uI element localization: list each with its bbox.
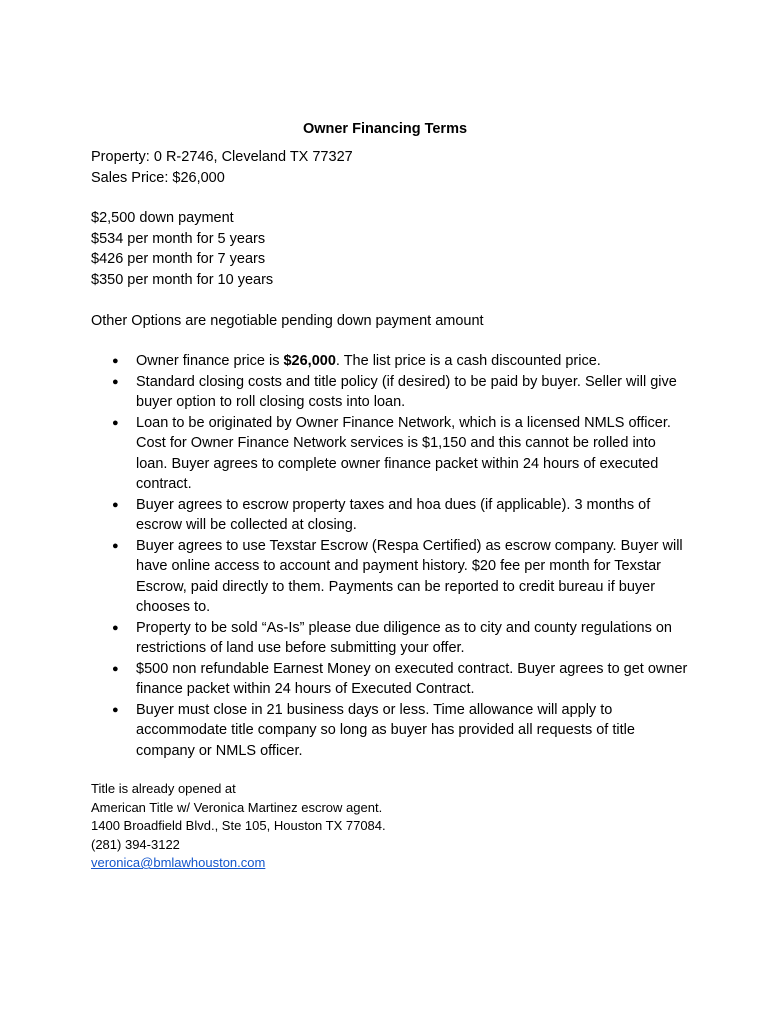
- bullet-text: Buyer must close in 21 business days or less. Time allowance will apply to accommodate title company so long as buyer has provided all requests of title company or NMLS officer.: [136, 701, 635, 759]
- bullet-icon: ●: [112, 416, 119, 429]
- bullet-icon: ●: [112, 498, 119, 511]
- owner-finance-price: $26,000: [283, 353, 336, 369]
- bullet-icon: ●: [112, 355, 119, 367]
- bullet-icon: ●: [112, 662, 119, 675]
- payment-option: $2,500 down payment: [91, 210, 234, 226]
- list-item: [91, 700, 691, 762]
- bullet-icon: ●: [112, 621, 119, 634]
- payment-option: $426 per month for 7 years: [91, 251, 266, 267]
- payment-option: $350 per month for 10 years: [91, 271, 274, 288]
- title-company-phone: (281) 394-3122: [91, 836, 180, 852]
- email-link[interactable]: veronica@bmlawhouston.com: [91, 855, 266, 870]
- page-title: Owner Financing Terms: [302, 121, 468, 137]
- list-item: [91, 659, 691, 700]
- sales-price-line: Sales Price: $26,000: [91, 169, 225, 186]
- title-company-address: 1400 Broadfield Blvd., Ste 105, Houston TX 77084.: [91, 818, 386, 833]
- list-item: [91, 618, 691, 659]
- bullet-text: $500 non refundable Earnest Money on executed contract. Buyer agrees to get owner finance packet within 24 hours of Executed Contract.: [136, 660, 688, 697]
- title-company-info: [91, 780, 386, 873]
- bullet-icon: ●: [112, 539, 119, 552]
- bullet-text: Property to be sold “As-Is” please due diligence as to city and county regulations on restrictions of land use before submitting your offer.: [136, 619, 672, 656]
- bullet-text: Loan to be originated by Owner Finance Network, which is a licensed NMLS officer. Cost for Owner Finance Network services is $1,150 and this cannot be rolled into loan. Buyer agrees to complete owner finance packet within 24 hours of executed contract.: [136, 414, 671, 492]
- bullet-text: Standard closing costs and title policy (if desired) to be paid by buyer. Seller will give buyer option to roll closing costs into loan.: [136, 373, 677, 410]
- payment-options: [91, 208, 273, 290]
- title-company-agent: American Title w/ Veronica Martinez escrow agent.: [91, 799, 383, 815]
- list-item: [91, 536, 691, 618]
- property-info: [91, 147, 353, 188]
- list-item: [91, 372, 691, 413]
- payment-option: $534 per month for 5 years: [91, 230, 266, 247]
- list-item: [91, 495, 691, 536]
- footer-intro: Title is already opened at: [91, 781, 236, 796]
- list-item: [91, 351, 691, 372]
- bullet-icon: ●: [112, 703, 119, 716]
- bullet-text: Buyer agrees to escrow property taxes and hoa dues (if applicable). 3 months of escrow will be collected at closing.: [136, 496, 651, 533]
- bullet-text-post: . The list price is a cash discounted price.: [335, 353, 601, 369]
- list-item: [91, 413, 691, 495]
- bullet-text-pre: Owner finance price is: [136, 353, 284, 369]
- bullet-text: Buyer agrees to use Texstar Escrow (Respa Certified) as escrow company. Buyer will have online access to account and payment history. $20 fee per month for Texstar Escrow, paid directly to them. Payments can be reported to credit bureau if buyer chooses to.: [136, 537, 683, 615]
- other-options-note: Other Options are negotiable pending down payment amount: [91, 313, 484, 329]
- terms-list: [91, 351, 691, 761]
- property-line: Property: 0 R-2746, Cleveland TX 77327: [91, 149, 353, 165]
- bullet-icon: ●: [112, 375, 119, 388]
